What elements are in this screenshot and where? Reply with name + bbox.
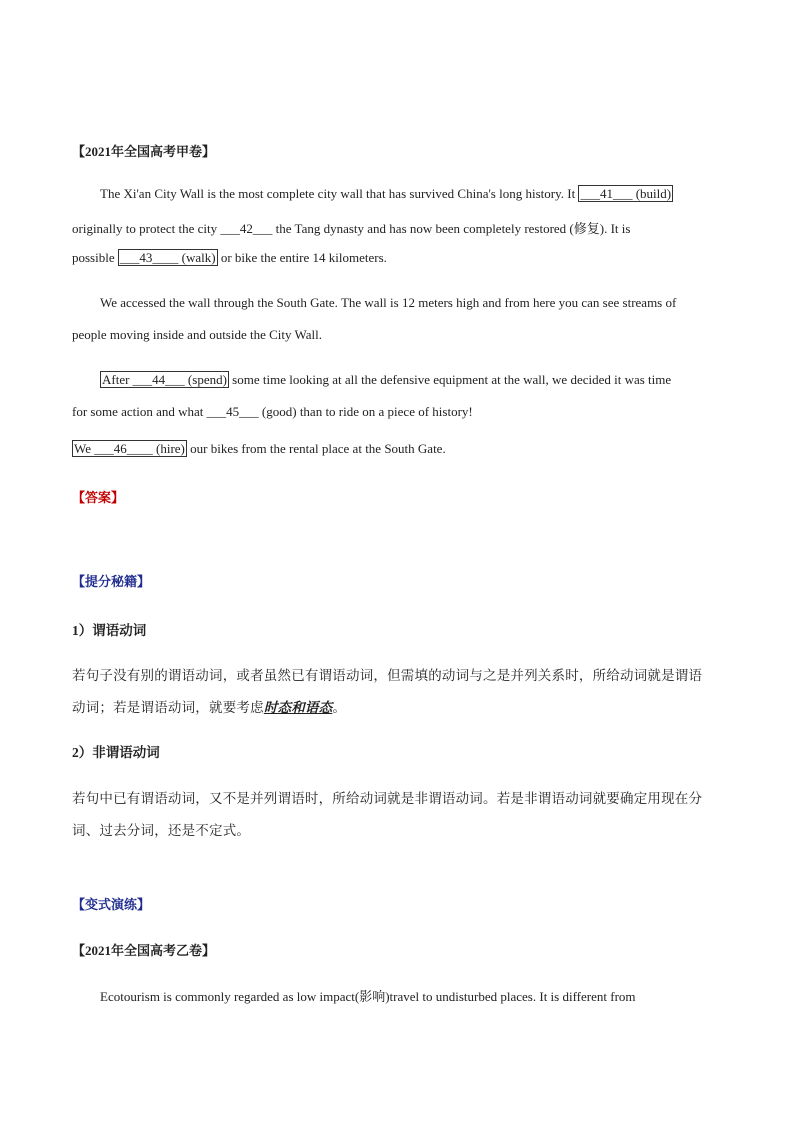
practice-paragraph-line-1: Ecotourism is commonly regarded as low impact(影响)travel to undisturbed places. It is different from	[100, 989, 636, 1004]
answer-label: 【答案】	[72, 490, 125, 505]
tips-label: 【提分秘籍】	[72, 574, 151, 589]
paragraph-3-line-1	[100, 372, 671, 388]
blank-45[interactable]: ___45___	[206, 404, 259, 419]
tips-heading-1: 1）谓语动词	[72, 623, 147, 638]
paragraph-2-line-1: We accessed the wall through the South Gate. The wall is 12 meters high and from here you can see streams of	[100, 295, 677, 310]
text-run: The Xi'an City Wall is the most complete city wall that has survived China's long history. It	[100, 186, 579, 201]
text-run: possible	[72, 250, 118, 265]
tips-text-1-line-2	[72, 696, 346, 716]
blank-43-box[interactable]: ___43____ (walk)	[119, 250, 216, 265]
blank-46-box[interactable]: We ___46____ (hire)	[74, 441, 185, 456]
blank-42[interactable]: ___42___	[220, 221, 273, 236]
text-run: originally to protect the city	[72, 221, 221, 236]
paragraph-1-line-2	[72, 218, 630, 237]
text-run: (good) than to ride on a piece of history!	[258, 404, 473, 419]
text-run: for some action and what	[72, 404, 207, 419]
tips-text-1-line-1: 若句子没有别的谓语动词，或者虽然已有谓语动词，但需填的动词与之是并列关系时，所给动词就是谓语	[72, 668, 703, 683]
paragraph-1-line-3	[72, 250, 387, 266]
blank-44-box[interactable]: After ___44___ (spend)	[102, 372, 227, 387]
blank-41-box[interactable]: ___41___ (build)	[580, 186, 672, 201]
text-run: 动词；若是谓语动词，就要考虑	[72, 700, 264, 715]
text-run: our bikes from the rental place at the South Gate.	[186, 441, 446, 456]
practice-label: 【变式演练】	[72, 897, 151, 912]
text-run: 。	[332, 700, 347, 715]
tips-heading-2: 2）非谓语动词	[72, 745, 160, 760]
paragraph-1-line-1	[100, 186, 673, 202]
section-heading: 【2021年全国高考甲卷】	[72, 144, 216, 159]
text-run: the Tang dynasty and has now been completely restored (修复). It is	[272, 221, 631, 236]
paragraph-3-line-2	[72, 404, 473, 420]
text-run: or bike the entire 14 kilometers.	[217, 250, 387, 265]
emphasis-tense-voice: 时态和语态	[263, 700, 333, 715]
text-run: some time looking at all the defensive equipment at the wall, we decided it was time	[228, 372, 672, 387]
tips-text-2-line-2: 词、过去分词，还是不定式。	[72, 823, 251, 838]
practice-heading: 【2021年全国高考乙卷】	[72, 943, 216, 958]
paragraph-4-line-1	[72, 441, 446, 457]
paragraph-2-line-2: people moving inside and outside the City Wall.	[72, 327, 323, 342]
tips-text-2-line-1: 若句中已有谓语动词，又不是并列谓语时，所给动词就是非谓语动词。若是非谓语动词就要确定用现在分	[72, 791, 703, 806]
